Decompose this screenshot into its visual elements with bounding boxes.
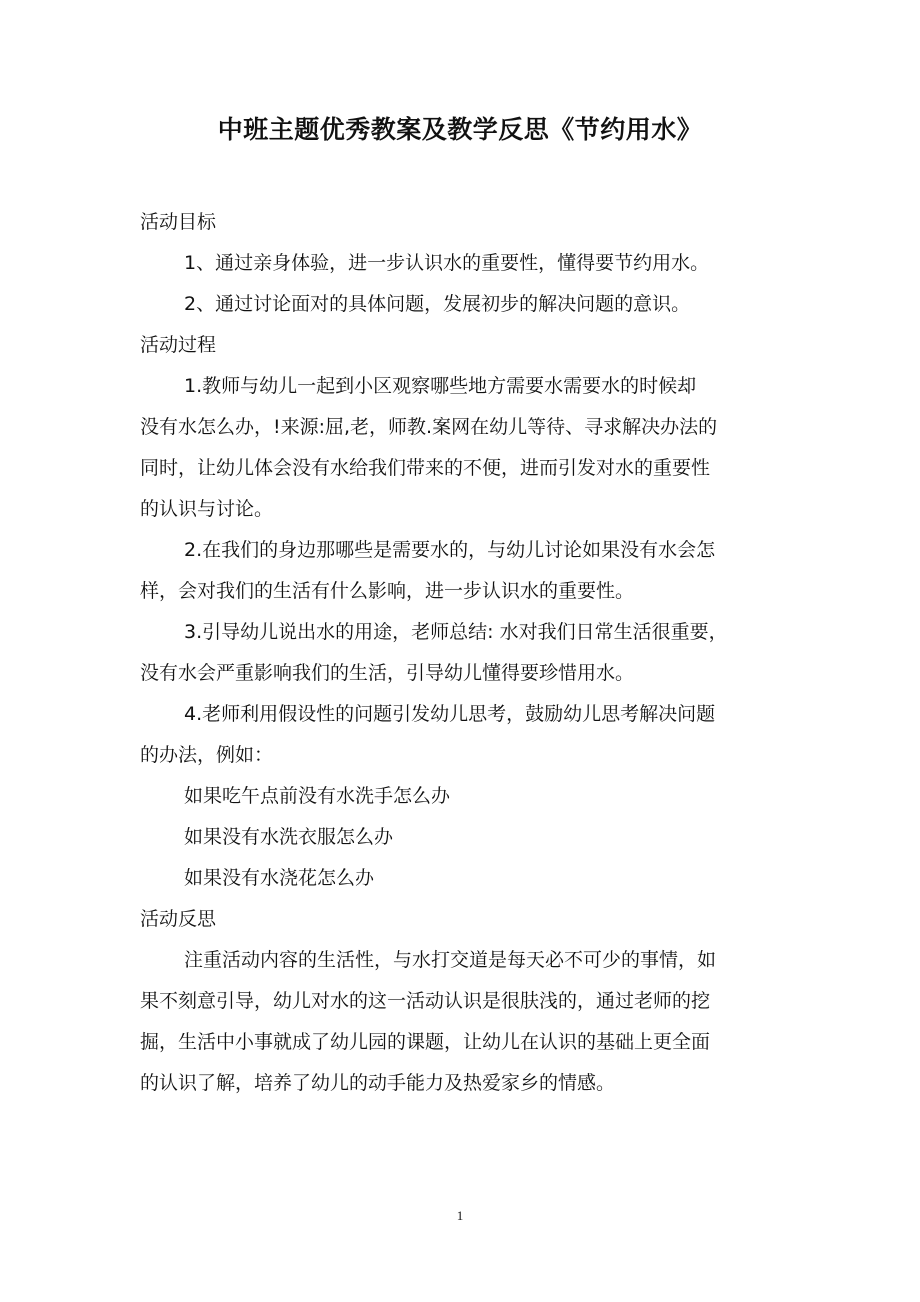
reflection-line: 果不刻意引导，幼儿对水的这一活动认识是很肤浅的，通过老师的挖 bbox=[140, 990, 711, 1012]
example-item: 如果没有水浇花怎么办 bbox=[184, 867, 375, 889]
document-body bbox=[140, 202, 782, 1104]
process-step-1-line: 没有水怎么办，!来源:屈,老，师教.案网在幼儿等待、寻求解决办法的 bbox=[140, 416, 718, 438]
process-step-1-line: 同时，让幼儿体会没有水给我们带来的不便，进而引发对水的重要性 bbox=[140, 457, 711, 479]
process-step-3-line: 没有水会严重影响我们的生活，引导幼儿懂得要珍惜用水。 bbox=[140, 662, 635, 684]
goal-item: 1、通过亲身体验，进一步认识水的重要性，懂得要节约用水。 bbox=[184, 252, 710, 274]
reflection-line: 注重活动内容的生活性，与水打交道是每天必不可少的事情，如 bbox=[184, 949, 717, 971]
process-step-1-line: 1.教师与幼儿一起到小区观察哪些地方需要水需要水的时候却 bbox=[184, 375, 697, 397]
reflection-line: 掘，生活中小事就成了幼儿园的课题，让幼儿在认识的基础上更全面 bbox=[140, 1031, 711, 1053]
process-step-2-line: 2.在我们的身边那哪些是需要水的，与幼儿讨论如果没有水会怎 bbox=[184, 539, 716, 561]
reflection-line: 的认识了解，培养了幼儿的动手能力及热爱家乡的情感。 bbox=[140, 1072, 616, 1094]
process-step-2-line: 样，会对我们的生活有什么影响，进一步认识水的重要性。 bbox=[140, 580, 635, 602]
process-step-1-line: 的认识与讨论。 bbox=[140, 498, 274, 520]
section-heading-reflection: 活动反思 bbox=[140, 908, 217, 930]
example-item: 如果没有水洗衣服怎么办 bbox=[184, 826, 394, 848]
process-step-3-line: 3.引导幼儿说出水的用途，老师总结: 水对我们日常生活很重要， bbox=[184, 621, 728, 643]
document-title: 中班主题优秀教案及教学反思《节约用水》 bbox=[217, 115, 703, 144]
process-step-4-line: 的办法，例如： bbox=[140, 744, 274, 766]
goal-item: 2、通过讨论面对的具体问题，发展初步的解决问题的意识。 bbox=[184, 293, 691, 315]
section-heading-goals: 活动目标 bbox=[140, 211, 217, 233]
example-item: 如果吃午点前没有水洗手怎么办 bbox=[184, 785, 451, 807]
section-heading-process: 活动过程 bbox=[140, 334, 217, 356]
process-step-4-line: 4.老师利用假设性的问题引发幼儿思考，鼓励幼儿思考解决问题 bbox=[184, 703, 716, 725]
page-number: 1 bbox=[456, 1208, 464, 1223]
